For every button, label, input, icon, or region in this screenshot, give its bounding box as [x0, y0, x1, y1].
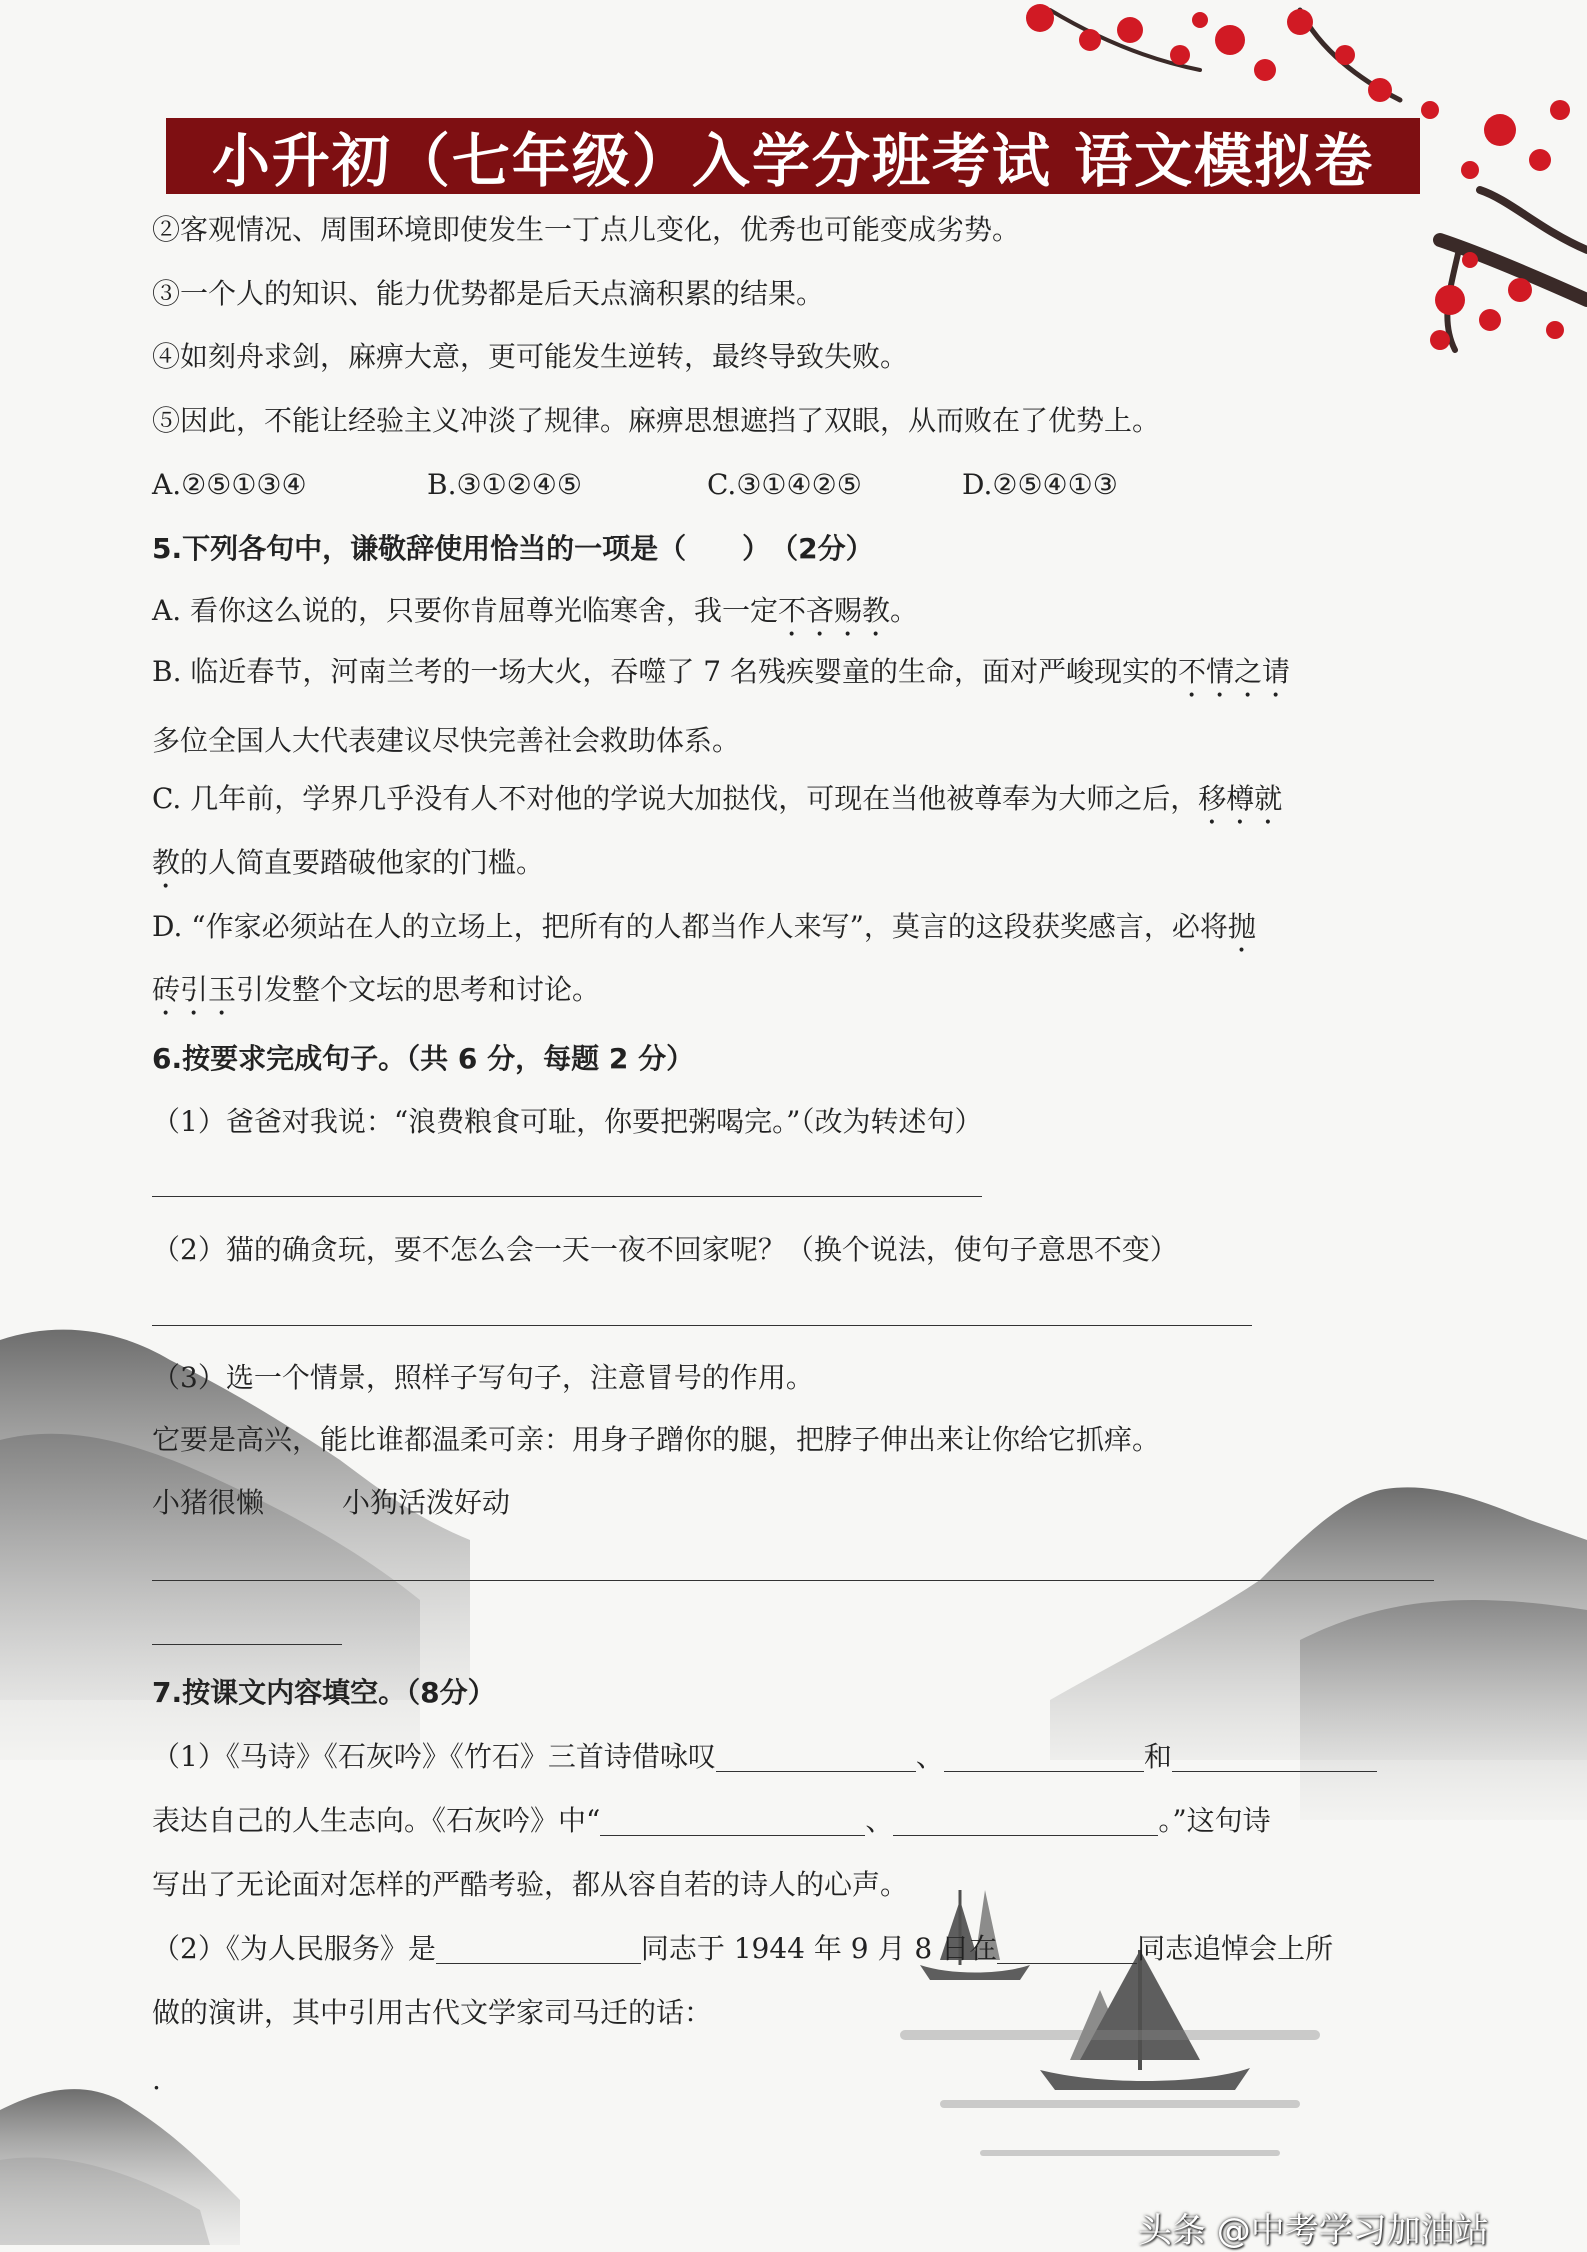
q5-c-text: C. 几年前，学界几乎没有人不对他的学说大加挞伐，可现在当他被尊奉为大师之后，	[152, 782, 1199, 815]
q5-a-text: A. 看你这么说的，只要你肯屈尊光临寒舍，我一定	[152, 594, 779, 627]
q7-p1-sep1: 、	[915, 1740, 944, 1773]
q6-sub-1: （1）爸爸对我说：“浪费粮食可耻，你要把粥喝完。”（改为转述句）	[152, 1105, 983, 1138]
q7-part-2	[152, 1929, 1333, 1969]
q4-item-3: ③一个人的知识、能力优势都是后天点滴积累的结果。	[152, 277, 825, 310]
q4-item-2: ②客观情况、周围环境即使发生一丁点儿变化，优秀也可能变成劣势。	[152, 213, 1021, 246]
q7-p1-sep2: 和	[1143, 1740, 1172, 1773]
q6-sub-3: （3）选一个情景，照样子写句子，注意冒号的作用。	[152, 1361, 814, 1394]
q5-b-emphasis: 不情之请	[1178, 655, 1291, 688]
q7-blank-1[interactable]	[716, 1741, 916, 1772]
q6-choice-pig[interactable]: 小猪很懒	[152, 1486, 265, 1519]
q5-d2-text: 引发整个文坛的思考和讨论。	[236, 973, 601, 1006]
q6-sub-2: （2）猫的确贪玩，要不怎么会一天一夜不回家呢？（换个说法，使句子意思不变）	[152, 1233, 1178, 1266]
q7-stem: 7.按课文内容填空。（8分）	[152, 1676, 496, 1709]
q7-part-1-line-3: 写出了无论面对怎样的严酷考验，都从容自若的诗人的心声。	[152, 1868, 909, 1901]
q4-options	[152, 465, 1118, 505]
q7-part-1	[152, 1737, 1377, 1777]
q5-stem: 5.下列各句中，谦敬辞使用恰当的一项是（ ） （2分）	[152, 532, 874, 565]
q5-d2-emphasis: 砖引玉	[152, 973, 237, 1006]
q7-part-2-line-3: .	[152, 2063, 161, 2096]
q6-answer-line-3-cont[interactable]	[152, 1644, 342, 1645]
q4-option-a[interactable]: A.②⑤①③④	[152, 468, 307, 501]
page-title: 小升初（七年级）入学分班考试 语文模拟卷	[211, 127, 1375, 195]
q5-a-emphasis: 不吝赐教	[778, 594, 891, 627]
q6-example: 它要是高兴，能比谁都温柔可亲：用身子蹭你的腿，把脖子伸出来让你给它抓痒。	[152, 1423, 1161, 1456]
q7-blank-5[interactable]	[893, 1805, 1158, 1836]
q5-option-b-cont: 多位全国人大代表建议尽快完善社会救助体系。	[152, 724, 741, 757]
q5-c2-emphasis: 教	[152, 846, 181, 879]
q7-p2-text: （2）《为人民服务》是	[152, 1932, 436, 1965]
q5-d-emphasis: 抛	[1227, 910, 1256, 943]
watermark: 头条 @中考学习加油站	[1138, 2211, 1489, 2251]
q4-item-4: ④如刻舟求剑，麻痹大意，更可能发生逆转，最终导致失败。	[152, 340, 909, 373]
q6-answer-line-1[interactable]	[152, 1196, 982, 1197]
q7-p1b-text: 表达自己的人生志向。《石灰吟》中“	[152, 1804, 601, 1837]
q5-c2-text: 的人简直要踏破他家的门槛。	[180, 846, 545, 879]
q5-option-c-cont	[152, 843, 544, 895]
q7-part-2-line-2: 做的演讲，其中引用古代文学家司马迁的话：	[152, 1996, 713, 2029]
q5-option-a[interactable]	[152, 591, 918, 643]
q4-option-d[interactable]: D.②⑤④①③	[962, 468, 1118, 501]
q7-blank-3[interactable]	[1172, 1741, 1377, 1772]
q7-part-1-line-2	[152, 1801, 1271, 1841]
q7-p1-text: （1）《马诗》《石灰吟》《竹石》三首诗借咏叹	[152, 1740, 716, 1773]
q5-option-b[interactable]	[152, 652, 1290, 704]
q7-blank-4[interactable]	[600, 1805, 865, 1836]
q6-answer-line-3[interactable]	[152, 1580, 1434, 1581]
q6-choice-dog[interactable]: 小狗活泼好动	[342, 1486, 511, 1519]
q7-p2c-text: 同志追悼会上所	[1137, 1932, 1334, 1965]
q5-option-d-cont	[152, 970, 600, 1022]
sailboats	[920, 1890, 1250, 2090]
title-banner	[166, 118, 1420, 194]
q6-answer-line-2[interactable]	[152, 1325, 1252, 1326]
q7-p2b-text: 同志于 1944 年 9 月 8 日在	[640, 1932, 998, 1965]
q6-stem: 6.按要求完成句子。（共 6 分，每题 2 分）	[152, 1042, 695, 1075]
q5-option-d[interactable]	[152, 907, 1256, 959]
q7-p1-sep3: 、	[865, 1804, 894, 1837]
q4-item-5: ⑤因此，不能让经验主义冲淡了规律。麻痹思想遮挡了双眼，从而败在了优势上。	[152, 404, 1161, 437]
q7-blank-7[interactable]	[997, 1933, 1137, 1964]
q5-option-c[interactable]	[152, 779, 1282, 831]
q5-d-text: D. “作家必须站在人的立场上，把所有的人都当作人来写”，莫言的这段获奖感言，必将	[152, 910, 1228, 943]
q7-blank-6[interactable]	[436, 1933, 641, 1964]
q5-c-emphasis: 移樽就	[1198, 782, 1283, 815]
q7-blank-2[interactable]	[944, 1741, 1144, 1772]
q5-b-text: B. 临近春节，河南兰考的一场大火，吞噬了 7 名残疾婴童的生命，面对严峻现实的	[152, 655, 1178, 688]
q7-p1c-text: 。”这句诗	[1158, 1804, 1271, 1837]
q4-option-b[interactable]: B.③①②④⑤	[427, 468, 582, 501]
q5-a-end: 。	[890, 594, 919, 627]
q4-option-c[interactable]: C.③①④②⑤	[707, 468, 862, 501]
q6-choices	[152, 1483, 510, 1523]
